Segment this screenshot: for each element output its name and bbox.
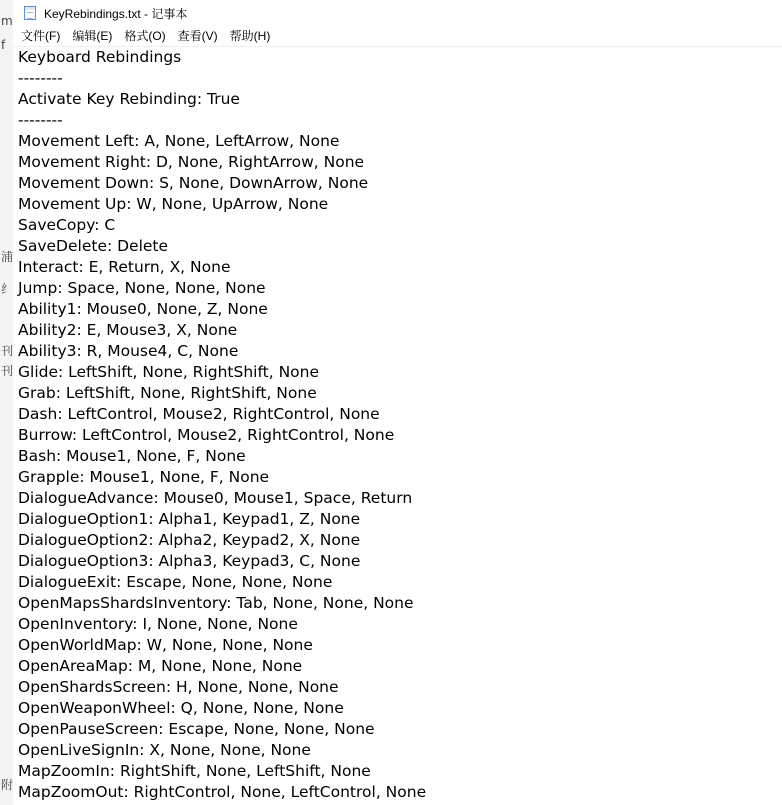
document-line: MapZoomIn: RightShift, None, LeftShift, None xyxy=(18,762,371,780)
text-editor-area[interactable] xyxy=(13,47,782,805)
window-title: KeyRebindings.txt - 记事本 xyxy=(44,6,188,21)
title-bar[interactable] xyxy=(13,0,782,26)
document-line: DialogueOption1: Alpha1, Keypad1, Z, None xyxy=(18,510,361,528)
document-line: OpenInventory: I, None, None, None xyxy=(18,615,298,633)
menu-help[interactable]: 帮助(H) xyxy=(229,29,271,43)
document-line: OpenShardsScreen: H, None, None, None xyxy=(18,678,339,696)
background-text-fragment: 刊 xyxy=(1,344,13,358)
menu-bar xyxy=(13,26,782,47)
document-line: Keyboard Rebindings xyxy=(18,48,182,66)
document-line: Glide: LeftShift, None, RightShift, None xyxy=(18,363,320,381)
document-line: Burrow: LeftControl, Mouse2, RightControl, None xyxy=(18,426,395,444)
document-line: OpenWeaponWheel: Q, None, None, None xyxy=(18,699,344,717)
document-line: Ability3: R, Mouse4, C, None xyxy=(18,342,239,360)
document-line: SaveCopy: C xyxy=(18,216,116,234)
document-line: Bash: Mouse1, None, F, None xyxy=(18,447,246,465)
document-line: Movement Left: A, None, LeftArrow, None xyxy=(18,132,340,150)
background-text-fragment: 刊 xyxy=(1,364,13,378)
document-line: OpenPauseScreen: Escape, None, None, None xyxy=(18,720,375,738)
menu-format[interactable]: 格式(O) xyxy=(124,29,166,43)
document-line: DialogueOption2: Alpha2, Keypad2, X, None xyxy=(18,531,361,549)
menu-file[interactable]: 文件(F) xyxy=(21,29,61,43)
document-line: DialogueOption3: Alpha3, Keypad3, C, None xyxy=(18,552,361,570)
document-line: Movement Down: S, None, DownArrow, None xyxy=(18,174,369,192)
document-line: OpenMapsShardsInventory: Tab, None, None, None xyxy=(18,594,414,612)
document-line: Dash: LeftControl, Mouse2, RightControl, None xyxy=(18,405,380,423)
document-line: Jump: Space, None, None, None xyxy=(18,279,266,297)
background-text-fragment: 浦 xyxy=(1,250,13,264)
menu-edit[interactable]: 编辑(E) xyxy=(72,29,113,43)
document-line: OpenAreaMap: M, None, None, None xyxy=(18,657,303,675)
document-line: Interact: E, Return, X, None xyxy=(18,258,231,276)
document-line: DialogueAdvance: Mouse0, Mouse1, Space, Return xyxy=(18,489,413,507)
document-line: Movement Up: W, None, UpArrow, None xyxy=(18,195,329,213)
document-line: OpenLiveSignIn: X, None, None, None xyxy=(18,741,311,759)
background-text-fragment: f xyxy=(1,38,6,52)
document-line: -------- xyxy=(18,111,63,129)
document-line: OpenWorldMap: W, None, None, None xyxy=(18,636,313,654)
document-line: Grapple: Mouse1, None, F, None xyxy=(18,468,270,486)
document-line: Movement Right: D, None, RightArrow, None xyxy=(18,153,365,171)
document-line: -------- xyxy=(18,69,63,87)
background-text-fragment: 附 xyxy=(1,778,13,792)
background-window-strip xyxy=(0,0,14,805)
notepad-window xyxy=(13,0,782,805)
document-line: Ability1: Mouse0, None, Z, None xyxy=(18,300,268,318)
background-text-fragment: m xyxy=(1,14,13,28)
background-text-fragment: 纟 xyxy=(1,282,13,296)
document-line: Activate Key Rebinding: True xyxy=(18,90,240,108)
document-line: Grab: LeftShift, None, RightShift, None xyxy=(18,384,317,402)
document-line: Ability2: E, Mouse3, X, None xyxy=(18,321,238,339)
document-line: MapZoomOut: RightControl, None, LeftControl, None xyxy=(18,783,427,801)
menu-view[interactable]: 查看(V) xyxy=(177,29,218,43)
document-line: SaveDelete: Delete xyxy=(18,237,169,255)
notepad-icon[interactable] xyxy=(24,6,36,20)
document-line: DialogueExit: Escape, None, None, None xyxy=(18,573,333,591)
